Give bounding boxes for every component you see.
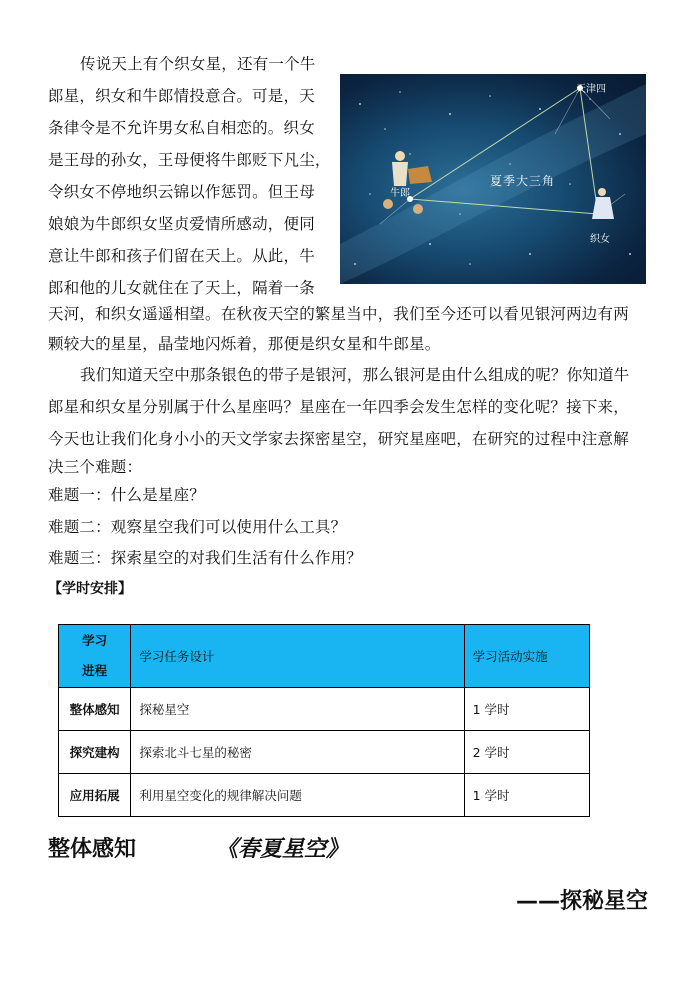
header-hours: 学习活动实施	[464, 625, 589, 688]
intro-line-1: 传说天上有个织女星，还有一个牛	[80, 55, 316, 73]
intro-line-9: 天河，和织女遥遥相望。在秋夜天空的繁星当中，我们至今还可以看见银河两边有两	[48, 305, 629, 323]
para2-line-2: 郎星和织女星分别属于什么星座吗？星座在一年四季会发生怎样的变化呢？接下来，	[48, 398, 629, 416]
row-task: 探索北斗七星的秘密	[131, 731, 464, 774]
intro-line-10: 颗较大的星星，晶莹地闪烁着，那便是织女星和牛郎星。	[48, 335, 441, 353]
vega-label: 织女	[590, 234, 610, 245]
para2-line-3: 今天也让我们化身小小的天文学家去探密星空，研究星座吧，在研究的过程中注意解	[48, 430, 629, 448]
deneb-label: 天津四	[576, 84, 606, 95]
lesson-subtitle: ——探秘星空	[515, 889, 648, 914]
intro-line-3: 条律令是不允许男女私自相恋的。织女	[48, 119, 315, 137]
row-task: 利用星空变化的规律解决问题	[131, 774, 464, 817]
table-header-row	[59, 625, 590, 688]
schedule-title: 【学时安排】	[48, 581, 132, 597]
header-stage-line-1: 学习	[82, 633, 108, 648]
lesson-title: 《春夏星空》	[216, 837, 349, 862]
summer-triangle-title: 夏季大三角	[490, 174, 556, 188]
row-task: 探秘星空	[131, 688, 464, 731]
schedule-table	[58, 624, 590, 817]
intro-line-5: 令织女不停地织云锦以作惩罚。但王母	[48, 183, 315, 201]
question-2: 难题二：观察星空我们可以使用什么工具？	[48, 518, 347, 536]
header-stage	[59, 625, 131, 688]
header-stage-line-2: 进程	[82, 663, 108, 678]
question-1: 难题一：什么是星座？	[48, 486, 206, 504]
header-task: 学习任务设计	[131, 625, 464, 688]
row-stage: 整体感知	[59, 688, 131, 731]
para2-line-4: 决三个难题：	[48, 458, 143, 476]
table-row	[59, 731, 590, 774]
intro-line-7: 意让牛郎和孩子们留在天上。从此，牛	[48, 247, 315, 265]
section-heading: 整体感知	[48, 837, 137, 862]
intro-line-2: 郎星，织女和牛郎情投意合。可是，天	[48, 87, 315, 105]
intro-line-4: 是王母的孙女，王母便将牛郎贬下凡尘，	[48, 151, 331, 169]
table-row	[59, 688, 590, 731]
row-hours: 1 学时	[464, 774, 589, 817]
table-row	[59, 774, 590, 817]
question-3: 难题三：探索星空的对我们生活有什么作用？	[48, 549, 363, 567]
intro-line-8: 郎和他的儿女就住在了天上，隔着一条	[48, 279, 315, 297]
altair-label: 牛郎	[390, 188, 410, 199]
row-stage: 探究建构	[59, 731, 131, 774]
summer-triangle-image	[340, 74, 646, 284]
row-hours: 1 学时	[464, 688, 589, 731]
row-stage: 应用拓展	[59, 774, 131, 817]
para2-line-1: 我们知道天空中那条银色的带子是银河，那么银河是由什么组成的呢？你知道牛	[80, 366, 630, 384]
intro-line-6: 娘娘为牛郎织女坚贞爱情所感动，便同	[48, 215, 315, 233]
row-hours: 2 学时	[464, 731, 589, 774]
